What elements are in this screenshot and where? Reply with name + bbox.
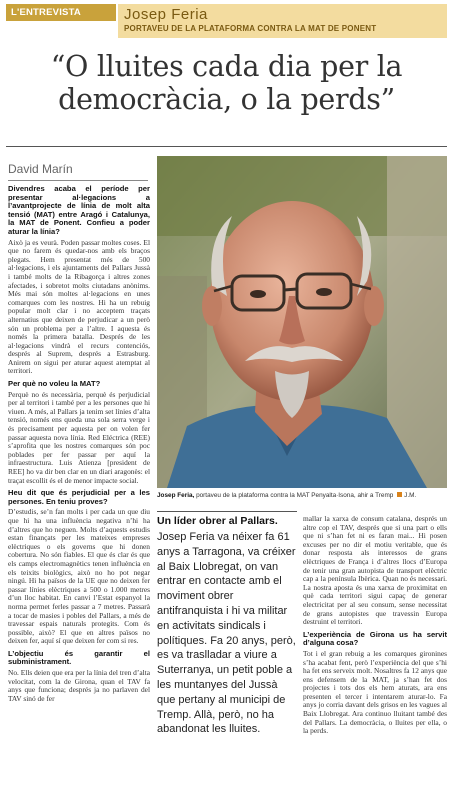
interviewee-name: Josep Feria <box>124 6 208 23</box>
headline-rule <box>6 146 447 147</box>
answer: mallar la xarxa de consum catalana, després un altre cop el TAV, després que si una part o ells que ni s’han fet ni es faran mai... Hi posen excuses per no dir el motiu veritable, que és donar resposta als interessos de grans elèctriques de França i d’altres llocs d’Europa de tenir una gran autopista de transport elèctric cap a la península Ibèrica. Quan no és necessari. La nostra aposta és una xarxa de proximitat en què cada territori sigui capaç de generar electricitat per al seu consum, sense necessitat de grans autopistes que travessin Europa destruint el territori. <box>303 514 447 627</box>
sidebar-rule <box>157 511 297 512</box>
question: Divendres acaba el període per presentar al·legacions a l’avantprojecte de línia de molt alta tensió (MAT) entre Aragó i Catalunya, la MAT de Ponent. Confieu a poder aturar la línia? <box>8 184 150 236</box>
caption-credit: J.M. <box>404 492 417 499</box>
article-column-1 <box>8 185 150 705</box>
headline: “O lluites cada dia per la democràcia, o la perds” <box>50 50 403 116</box>
byline: David Marín <box>8 162 73 176</box>
caption-marker-icon <box>397 492 402 497</box>
answer: Això ja es veurà. Poden passar moltes coses. El que no farem és quedar-nos amb els braços plegats. Hem presentat més de 500 al·legacions, i els ajuntaments del Pallars Jussà i també molts de la Ribagorça i altres zones afectades, i sobretot molts ciutadans anònims. Més mai són moltes al·legacions en unes comarques com les nostres. Hi ha un rebuig popular molt clar i no acceptem traçats alternatius que deixen de perjudicar a un però són un problema per a l’altre. I aquesta és només la primera batalla. Després de les al·legacions vindrà el recurs contenciós, després al Suprem, després a Estrasburg. Anirem on sigui per aturar aquest atemptat al territori. <box>8 237 150 376</box>
question: Per què no voleu la MAT? <box>8 379 101 389</box>
question: Heu dit que és perjudicial per a les persones. En teniu proves? <box>8 488 150 506</box>
answer: Tot i el gran rebuig a les comarques gironines s’ha acabat fent, però l’experiència del que s’hi ha fet ens serveix molt. Nosaltres fa 12 anys que ens defensem de la MAT, ja s’han fet dos projectes i tots dos els hem aturats, ara ens presenten el tercer i intentarem aturar-lo. Fa anys jo corria davant dels grisos en les vagues al Baix Llobregat. Ara continuo lluitant també des del Pallars. La democràcia, o lluites per ella, o la perds. <box>303 648 447 736</box>
answer: Perquè no és necessària, perquè és perjudicial per al territori i també per a les persones que hi viuen. A més, al Pallars ja tenim set línies d’alta tensió, només ens queda una sola serra verge i és precisament per aquesta per on volen fer passar aquesta nova línia. Red Eléctrica (REE) s’aprofita que les nostres comarques són poc poblades per fer passar per aquí la infraestructura. Luis Atienza [president de REE] ho va dir ben clar en un diari aragonès: el traçat escollit és el de menor impacte social. <box>8 389 150 485</box>
question: L’objectiu és garantir el subministrament. <box>8 648 150 667</box>
question: L’experiència de Girona us ha servit d’alguna cosa? <box>303 629 447 648</box>
section-tag: L'ENTREVISTA <box>6 4 116 21</box>
sidebar-title: Un líder obrer al Pallars. <box>157 515 278 527</box>
interviewee-role: PORTAVEU DE LA PLATAFORMA CONTRA LA MAT DE PONENT <box>124 24 377 33</box>
sidebar-text: Josep Feria va néixer fa 61 anys a Tarragona, va créixer al Baix Llobregat, on van entrar en contacte amb el moviment obrer antifranquista i hi va militar en activitats sindicals i polítiques. Fa 20 anys, però, es va traslladar a viure a Suterranya, un petit poble a les muntanyes del Jussà que pertany al municipi de Tremp. Allà, però, no ha abandonat les lluites. <box>157 531 296 736</box>
photo-caption <box>157 492 447 499</box>
byline-rule <box>8 180 148 181</box>
answer: D’estudis, se’n fan molts i per cada un que diu que hi ha una influència negativa n’hi ha d’altres que ho neguen. Molts d’aquests estudis estan finançats per les mateixes empreses elèctriques o els governs que hi donen cobertura. No són fiables. El que és clar és que els camps electromagnètics tenen influència en els teixits biològics, això no ho pot negar ningú. Hi ha països de la UE que no deixen fer passar línies elèctriques a 500 o 1.000 metres d’un lloc habitat. En canvi l’Estat espanyol la norma permet ferles passar a 7 metres. Passarà a tocar de masies i pobles del Pallars, a més de travessar espais naturals protegits. Com és possible, això? El que en altres països no deixen fer, aquí sí que deixen fer com si res. <box>8 507 150 646</box>
caption-text: portaveu de la plataforma contra la MAT Penyalta·Isona, ahir a Tremp <box>194 492 394 499</box>
answer: No. Ells deien que era per la línia del tren d’alta velocitat, com la de Girona, quan el TAV fa anys que funciona; després ja no parlaven del TAV sinó de fer <box>8 668 150 703</box>
article-column-3 <box>303 515 447 738</box>
caption-name: Josep Feria, <box>157 492 195 499</box>
portrait-photo <box>157 156 447 488</box>
